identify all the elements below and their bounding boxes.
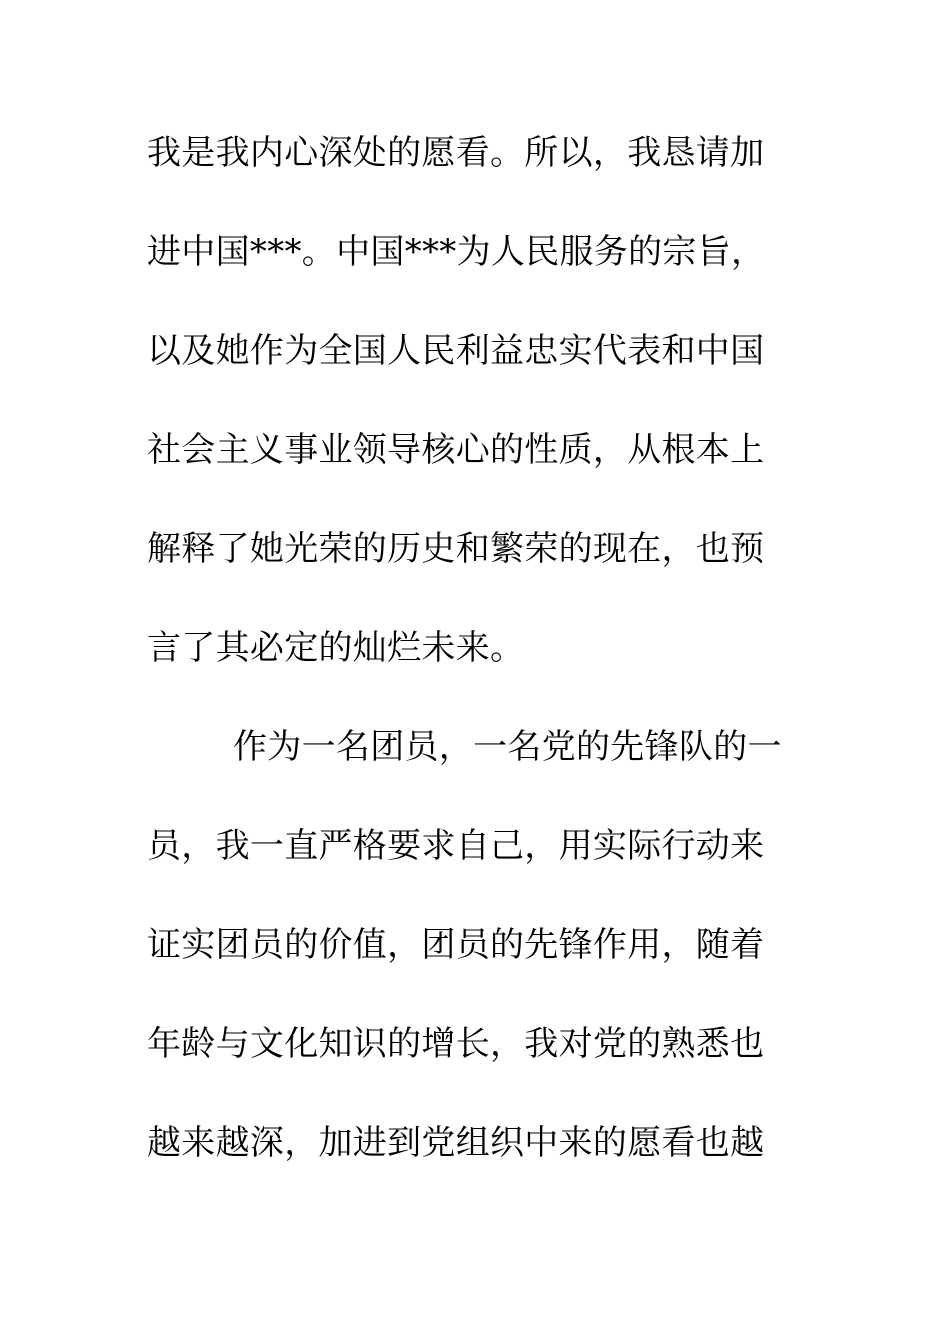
text-line: 员，我一直严格要求自己，用实际行动来 <box>147 826 765 866</box>
text-line: 社会主义事业领导核心的性质，从根本上 <box>147 430 765 470</box>
text-line: 以及她作为全国人民利益忠实代表和中国 <box>147 331 765 371</box>
text-line: 言了其必定的灿烂未来。 <box>147 628 525 668</box>
text-line: 解释了她光荣的历史和繁荣的现在，也预 <box>147 529 765 569</box>
text-line: 我是我内心深处的愿看。所以，我恳请加 <box>147 133 765 173</box>
text-line: 证实团员的价值，团员的先锋作用，随着 <box>147 925 765 965</box>
text-line: 年龄与文化知识的增长，我对党的熟悉也 <box>147 1024 765 1064</box>
text-line: 越来越深，加进到党组织中来的愿看也越 <box>147 1123 765 1163</box>
paragraph-first-line: 作为一名团员，一名党的先锋队的一 <box>233 727 782 767</box>
text-line: 进中国***。中国***为人民服务的宗旨， <box>147 232 766 272</box>
